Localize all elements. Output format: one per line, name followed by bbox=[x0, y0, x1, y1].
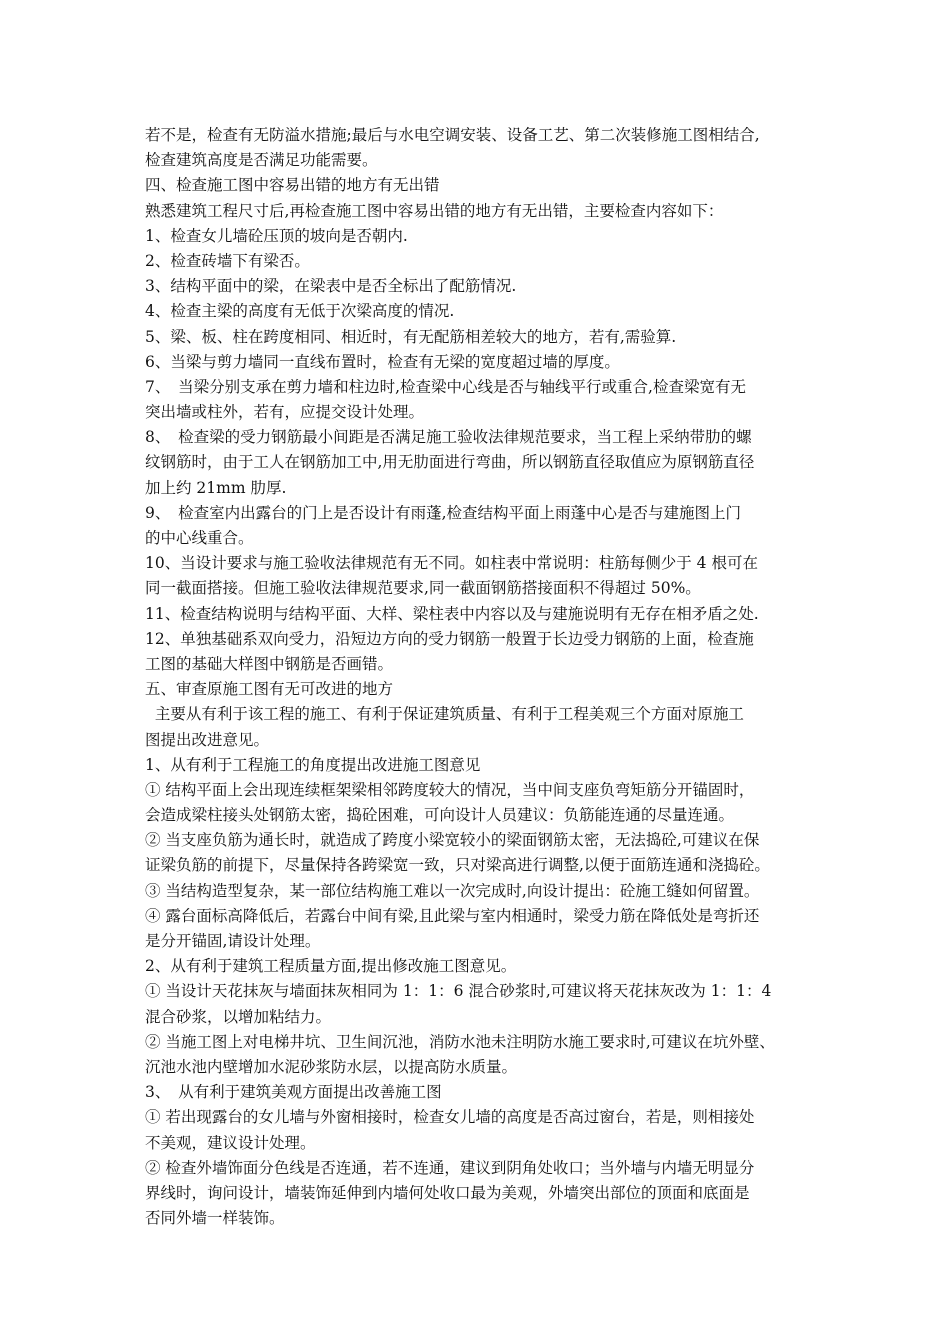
text-line: 主要从有利于该工程的施工、有利于保证建筑质量、有利于工程美观三个方面对原施工 bbox=[145, 705, 744, 724]
list-item: ② 当施工图上对电梯井坑、卫生间沉池，消防水池未注明防水施工要求时,可建议在坑外壁、 bbox=[145, 1032, 775, 1051]
list-item: ① 若出现露台的女儿墙与外窗相接时，检查女儿墙的高度是否高过窗台，若是，则相接处 bbox=[145, 1108, 755, 1127]
list-item: 7、 当梁分别支承在剪力墙和柱边时,检查梁中心线是否与轴线平行或重合,检查梁宽有无 bbox=[145, 377, 746, 396]
list-item: ① 结构平面上会出现连续框架梁相邻跨度较大的情况，当中间支座负弯矩筋分开锚固时， bbox=[145, 780, 755, 799]
list-item: 9、 检查室内出露台的门上是否设计有雨蓬,检查结构平面上雨蓬中心是否与建施图上门 bbox=[145, 503, 742, 522]
list-item: 4、检查主梁的高度有无低于次梁高度的情况. bbox=[145, 302, 455, 321]
list-item: ② 当支座负筋为通长时，就造成了跨度小梁宽较小的梁面钢筋太密，无法捣砼,可建议在保 bbox=[145, 831, 760, 850]
text-line: 否同外墙一样装饰。 bbox=[145, 1209, 285, 1228]
text-line: 加上约 21mm 肋厚. bbox=[145, 478, 287, 497]
list-item: 11、检查结构说明与结构平面、大样、梁柱表中内容以及与建施说明有无存在相矛盾之处. bbox=[145, 604, 759, 623]
text-line: 工图的基础大样图中钢筋是否画错。 bbox=[145, 654, 394, 673]
subsection-heading: 1、从有利于工程施工的角度提出改进施工图意见 bbox=[145, 755, 481, 774]
list-item: 5、梁、板、柱在跨度相同、相近时，有无配筋相差较大的地方，若有,需验算. bbox=[145, 327, 677, 346]
list-item: 2、检查砖墙下有梁否。 bbox=[145, 251, 310, 270]
list-item: 3、结构平面中的梁，在梁表中是否全标出了配筋情况. bbox=[145, 277, 517, 296]
text-line: 熟悉建筑工程尺寸后,再检查施工图中容易出错的地方有无出错，主要检查内容如下： bbox=[145, 201, 724, 220]
text-line: 纹钢筋时，由于工人在钢筋加工中,用无肋面进行弯曲，所以钢筋直径取值应为原钢筋直径 bbox=[145, 453, 755, 472]
list-item: ① 当设计天花抹灰与墙面抹灰相同为 1：1：6 混合砂浆时,可建议将天花抹灰改为 1：1：4 bbox=[145, 982, 772, 1001]
text-line: 同一截面搭接。但施工验收法律规范要求,同一截面钢筋搭接面积不得超过 50%。 bbox=[145, 579, 701, 598]
text-line: 界线时，询问设计，墙装饰延伸到内墙何处收口最为美观，外墙突出部位的顶面和底面是 bbox=[145, 1183, 750, 1202]
list-item: ② 检查外墙饰面分色线是否连通，若不连通，建议到阴角处收口；当外墙与内墙无明显分 bbox=[145, 1158, 755, 1177]
subsection-heading: 2、从有利于建筑工程质量方面,提出修改施工图意见。 bbox=[145, 957, 517, 976]
text-line: 不美观，建议设计处理。 bbox=[145, 1133, 316, 1152]
section-heading: 五、审查原施工图有无可改进的地方 bbox=[145, 680, 394, 699]
list-item: 8、 检查梁的受力钢筋最小间距是否满足施工验收法律规范要求，当工程上采纳带肋的螺 bbox=[145, 428, 752, 447]
text-line: 证梁负筋的前提下，尽量保持各跨梁宽一致，只对梁高进行调整,以便于面筋连通和浇捣砼。 bbox=[145, 856, 770, 875]
text-line: 沉池水池内壁增加水泥砂浆防水层，以提高防水质量。 bbox=[145, 1057, 518, 1076]
text-line: 混合砂浆，以增加粘结力。 bbox=[145, 1007, 332, 1026]
list-item: 12、单独基础系双向受力，沿短边方向的受力钢筋一般置于长边受力钢筋的上面，检查施 bbox=[145, 629, 754, 648]
text-line: 会造成梁柱接头处钢筋太密，捣砼困难，可向设计人员建议：负筋能连通的尽量连通。 bbox=[145, 806, 735, 825]
section-heading: 四、检查施工图中容易出错的地方有无出错 bbox=[145, 176, 440, 195]
list-item: 10、当设计要求与施工验收法律规范有无不同。如柱表中常说明：柱筋每侧少于 4 根可在 bbox=[145, 554, 758, 573]
list-item: ③ 当结构造型复杂，某一部位结构施工难以一次完成时,向设计提出：砼施工缝如何留置。 bbox=[145, 881, 760, 900]
text-line: 是分开锚固,请设计处理。 bbox=[145, 932, 321, 950]
text-line: 图提出改进意见。 bbox=[145, 730, 270, 749]
list-item: ④ 露台面标高降低后，若露台中间有梁,且此梁与室内相通时，梁受力筋在降低处是弯折还 bbox=[145, 906, 760, 925]
text-line: 若不是，检查有无防溢水措施;最后与水电空调安装、设备工艺、第二次装修施工图相结合, bbox=[145, 126, 760, 144]
list-item: 6、当梁与剪力墙同一直线布置时，检查有无梁的宽度超过墙的厚度。 bbox=[145, 352, 620, 371]
list-item: 1、检查女儿墙砼压顶的坡向是否朝内. bbox=[145, 226, 408, 245]
text-line: 检查建筑高度是否满足功能需要。 bbox=[145, 151, 378, 170]
document-page bbox=[145, 123, 813, 1231]
subsection-heading: 3、 从有利于建筑美观方面提出改善施工图 bbox=[145, 1083, 442, 1102]
text-line: 的中心线重合。 bbox=[145, 529, 254, 547]
text-line: 突出墙或柱外，若有，应提交设计处理。 bbox=[145, 403, 425, 422]
